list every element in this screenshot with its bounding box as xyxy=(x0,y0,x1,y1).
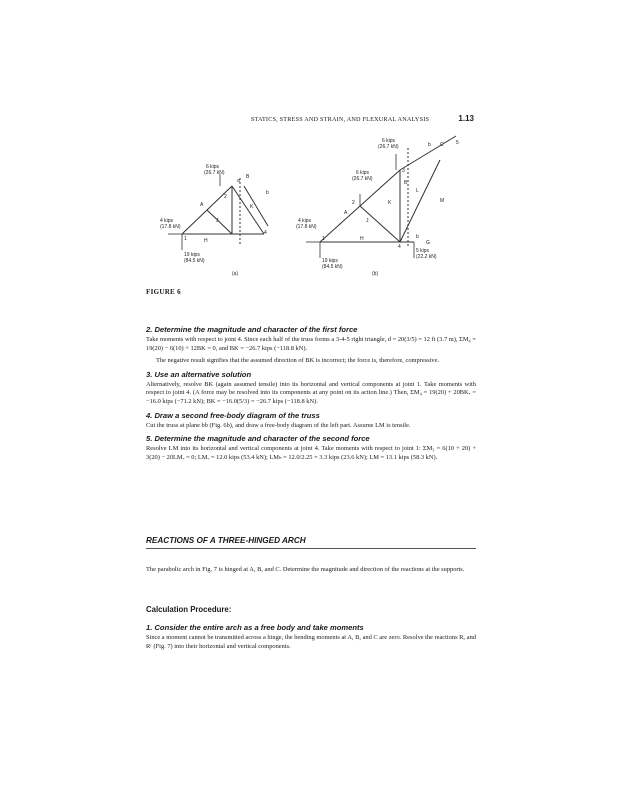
label-2b: 2 xyxy=(352,200,355,206)
load-top-a-2: (26.7 kN) xyxy=(204,170,225,176)
label-5: 5 xyxy=(456,140,459,146)
label-4b: 4 xyxy=(398,244,401,250)
load-top2-b-1: 6 kips xyxy=(356,170,370,176)
load-left-a-1: 4 kips xyxy=(160,218,174,224)
arch-intro xyxy=(146,566,476,579)
arch-intro-text: The parabolic arch in Fig. 7 is hinged at A, B, and C. Determine the magnitude and direction of the reactions at the supports. xyxy=(146,566,465,573)
reaction-right-b-1: 5 kips xyxy=(416,248,430,254)
arch-step-1 xyxy=(146,623,476,655)
label-Jb: J xyxy=(366,218,369,224)
label-4: 4 xyxy=(264,230,267,236)
label-L: L xyxy=(416,188,419,194)
figure-6a-loads xyxy=(168,174,220,250)
label-M: M xyxy=(440,198,445,204)
label-b-low: b xyxy=(416,234,419,240)
member-slope-b1 xyxy=(320,206,360,242)
step-2-note: The negative result signifies that the assumed direction of BK is incorrect; the force is, therefore, compressive. xyxy=(156,357,440,365)
load-top2-b-2: (26.7 kN) xyxy=(352,176,373,182)
figure-6a-text xyxy=(160,164,269,277)
label-3: 3 xyxy=(402,168,405,174)
load-left-b-1: 4 kips xyxy=(298,218,312,224)
label-1: 1 xyxy=(184,236,187,242)
load-top1-b-1: 6 kips xyxy=(382,138,396,144)
label-C: C xyxy=(440,142,444,148)
reaction-left-b-2: (84.5 kN) xyxy=(322,264,343,270)
label-1b: 1 xyxy=(322,236,325,242)
member-diag-b xyxy=(360,206,400,242)
step-3-text: Alternatively, resolve BK (again assumed tensile) into its horizontal and vertical components at joint 1. Take moments with respect to joint 4. (A force may be resolved into its components at any point on its action line.) Then, ΣM₄ = 19(20) + 20BKᵥ = −16.0 kips (−71.2 kN); BK = −16.0(5/3) = −26.7 kips (−118.8 kN). xyxy=(146,380,476,405)
load-left-a-2: (17.8 kN) xyxy=(160,224,181,230)
reaction-a-1: 19 kips xyxy=(184,252,200,258)
calc-procedure-heading: Calculation Procedure: xyxy=(146,605,232,614)
load-top1-b-2: (26.7 kN) xyxy=(378,144,399,150)
reaction-left-b-1: 19 kips xyxy=(322,258,338,264)
figure-6b-text xyxy=(296,138,459,277)
label-H: H xyxy=(204,238,208,244)
figure-6b-truss xyxy=(320,136,456,248)
label-Ab: A xyxy=(344,210,348,216)
running-title: STATICS, STRESS AND STRAIN, AND FLEXURAL ANALYSIS xyxy=(250,116,430,123)
sub-label-a: (a) xyxy=(232,271,239,277)
arch-step-1-heading: 1. Consider the entire arch as a free body and take moments xyxy=(146,623,364,632)
figure-6 xyxy=(160,130,470,280)
page-number: 1.13 xyxy=(458,114,474,123)
load-left-b-2: (17.8 kN) xyxy=(296,224,317,230)
label-Kb: K xyxy=(388,200,392,206)
member-lm xyxy=(400,160,440,242)
sub-label-b: (b) xyxy=(372,271,379,277)
label-A: A xyxy=(200,202,204,208)
figure-caption: FIGURE 6 xyxy=(146,288,181,296)
reaction-a-2: (84.5 kN) xyxy=(184,258,205,264)
step-2-text: Take moments with respect to joint 4. Since each half of the truss forms a 3-4-5 right triangle, d = 20(3/5) = 12 ft (3.7 m), ΣM₄ = 19(20) − 6(10) + 12BK = 0, and BK = −26.7 kips (−118.8 kN). xyxy=(146,336,476,352)
label-b-top: b xyxy=(428,142,431,148)
dimension-d xyxy=(244,186,268,226)
label-J: J xyxy=(216,218,219,224)
step-5-heading: 5. Determine the magnitude and character of the second force xyxy=(146,434,370,444)
step-2-heading: 2. Determine the magnitude and character of the first force xyxy=(146,325,358,334)
load-top-a-1: 6 kips xyxy=(206,164,220,170)
reaction-right-b-2: (22.2 kN) xyxy=(416,254,437,260)
solution-steps xyxy=(146,325,476,466)
label-2: 2 xyxy=(224,194,227,200)
label-Hb: H xyxy=(360,236,364,242)
label-Bb: B xyxy=(404,180,408,186)
label-G: G xyxy=(426,240,430,246)
step-5-text: Resolve LM into its horizontal and vertical components at joint 4. Take moments with respect to joint 1: ΣM₃ = 6(10 + 20) + 3(20) − 20LMᵥ = 0; LMᵥ = 12.0 kips (53.4 kN); LMₕ = 12.0/2.25 = 3.3 kips (23.6 kN); LM = 13.1 kips (58.3 kN). xyxy=(146,445,476,461)
arch-step-1-text: Since a moment cannot be transmitted across a hinge, the bending moments at A, B, and C are zero. Resolve the reactions Rₐ and Rᶜ (Fig. 7) into their horizontal and vertical components. xyxy=(146,634,476,650)
label-a: a xyxy=(237,178,240,184)
label-K: K xyxy=(250,204,254,210)
step-3-heading: 3. Use an alternative solution xyxy=(146,369,252,379)
label-B: B xyxy=(246,174,250,180)
step-4-text: Cut the truss at plane bb (Fig. 6b), and draw a free-body diagram of the left part. Assume LM is tensile. xyxy=(146,421,411,429)
label-b: b xyxy=(266,190,269,196)
member-diagonal xyxy=(207,210,232,234)
section-title: REACTIONS OF A THREE-HINGED ARCH xyxy=(146,536,476,549)
step-4-heading: 4. Draw a second free-body diagram of the truss xyxy=(146,410,320,420)
figure-6a-truss xyxy=(182,178,268,246)
